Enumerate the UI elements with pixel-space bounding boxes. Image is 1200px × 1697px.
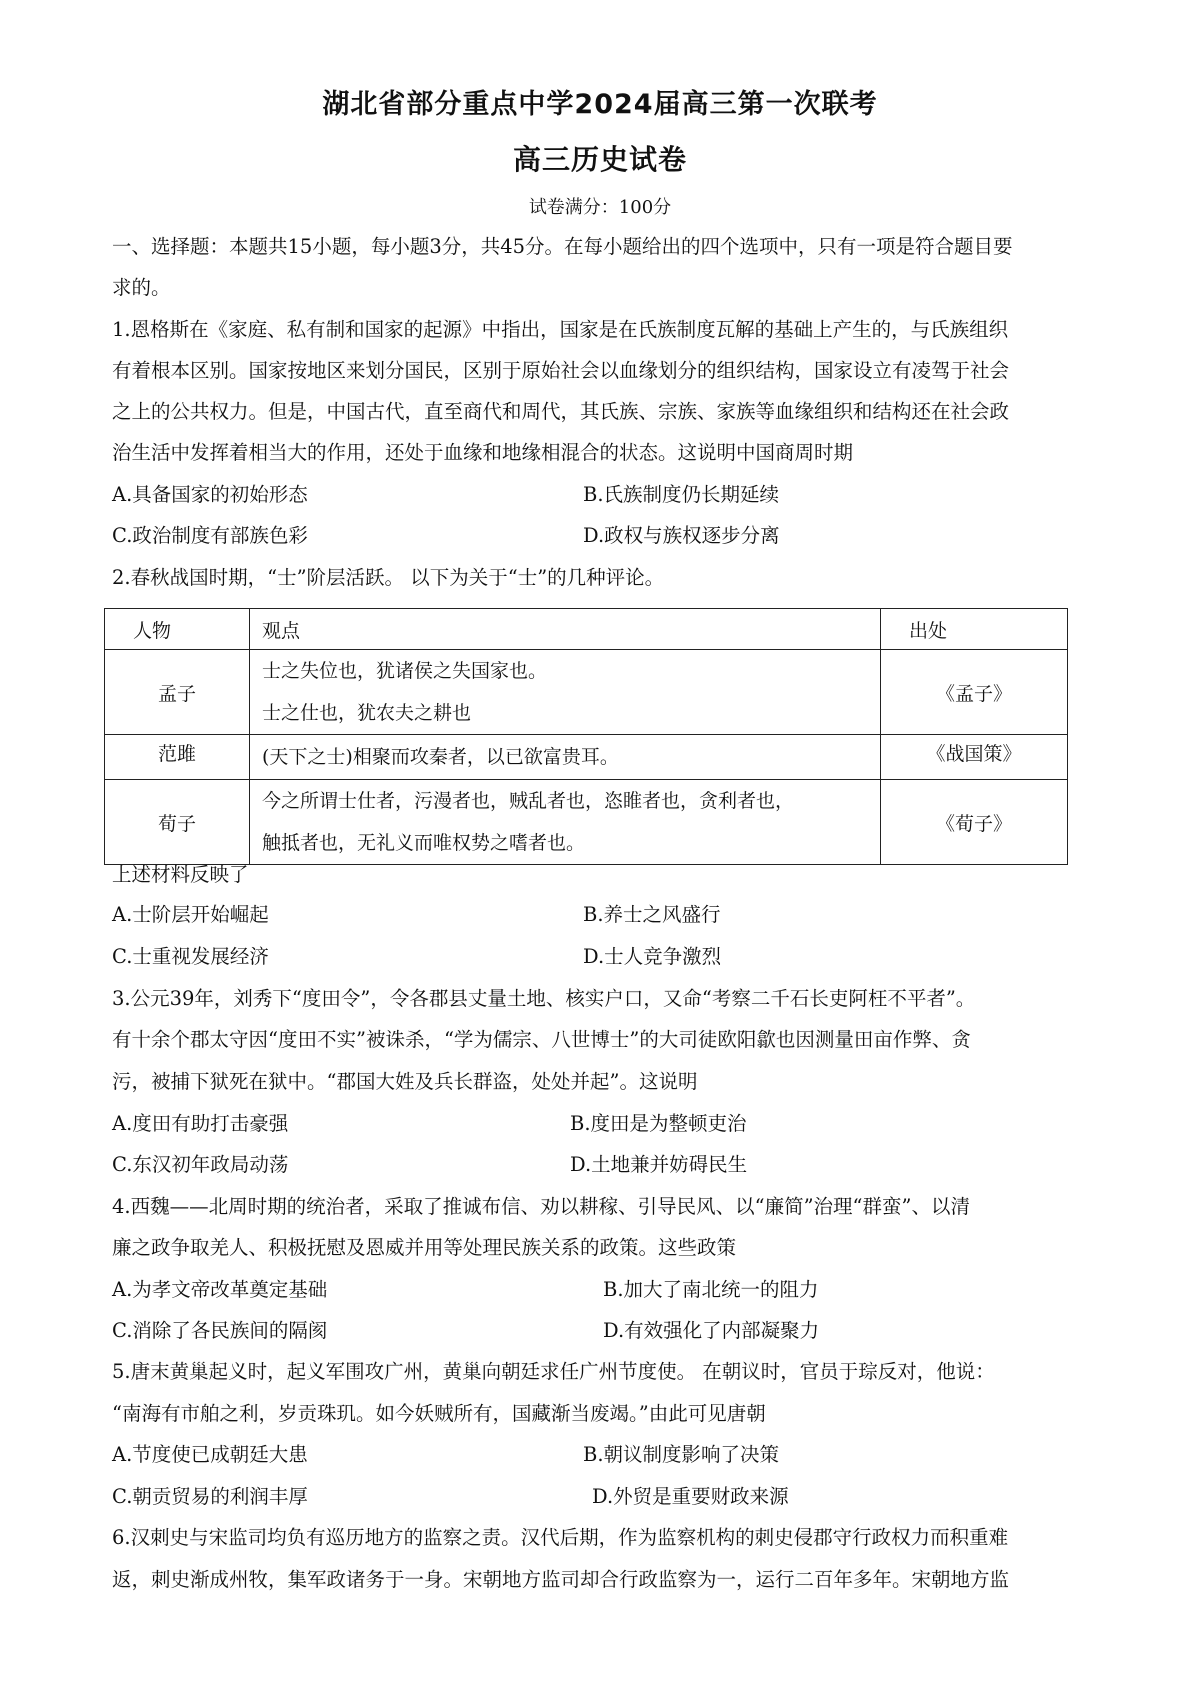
q4-option-d: D.有效强化了内部凝聚力 <box>603 1319 820 1342</box>
q1-stem-line: 1.恩格斯在《家庭、私有制和国家的起源》中指出，国家是在氏族制度瓦解的基础上产生的，与氏族组织 <box>112 318 1009 341</box>
view-line: 士之仕也，犹农夫之耕也 <box>262 702 472 724</box>
q1-option-a: A.具备国家的初始形态 <box>112 483 308 506</box>
q5-option-c: C.朝贡贸易的利润丰厚 <box>112 1485 308 1508</box>
section-instruction-cont: 求的。 <box>112 276 171 299</box>
q3-option-d: D.土地兼并妨碍民生 <box>570 1153 748 1176</box>
q3-option-c: C.东汉初年政局动荡 <box>112 1153 289 1176</box>
view-line: (天下之士)相聚而攻秦者，以已欲富贵耳。 <box>262 746 619 768</box>
q4-stem-line: 4.西魏——北周时期的统治者，采取了推诚布信、劝以耕稼、引导民风、以“廉简”治理“群蛮”、以清 <box>112 1195 970 1218</box>
q2-table <box>104 608 1068 865</box>
view-line: 士之失位也，犹诸侯之失国家也。 <box>262 660 548 682</box>
q6-stem-line: 6.汉刺史与宋监司均负有巡历地方的监察之责。汉代后期，作为监察机构的刺史侵郡守行政权力而积重难 <box>112 1526 1009 1549</box>
q3-option-a: A.度田有助打击豪强 <box>112 1112 289 1135</box>
q2-question: 上述材料反映了 <box>112 863 249 886</box>
q4-option-a: A.为孝文帝改革奠定基础 <box>112 1278 328 1301</box>
q1-stem-line: 之上的公共权力。但是，中国古代，直至商代和周代，其氏族、宗族、家族等血缘组织和结构还在社会政 <box>112 400 1010 423</box>
q4-option-c: C.消除了各民族间的隔阂 <box>112 1319 328 1342</box>
table-cell-person: 荀子 <box>105 780 250 865</box>
table-cell-person: 范雎 <box>105 735 250 780</box>
table-row <box>105 650 1068 735</box>
q1-option-b: B.氏族制度仍长期延续 <box>583 483 780 506</box>
q3-stem-line: 污，被捕下狱死在狱中。“郡国大姓及兵长群盗，处处并起”。这说明 <box>112 1070 698 1093</box>
q3-option-b: B.度田是为整顿吏治 <box>570 1112 747 1135</box>
table-cell-view <box>250 650 881 735</box>
q1-option-c: C.政治制度有部族色彩 <box>112 524 308 547</box>
q4-stem-line: 廉之政争取羌人、积极抚慰及恩威并用等处理民族关系的政策。这些政策 <box>112 1236 737 1259</box>
q1-stem-line: 治生活中发挥着相当大的作用，还处于血缘和地缘相混合的状态。这说明中国商周时期 <box>112 441 854 464</box>
table-cell-source: 《孟子》 <box>881 650 1068 735</box>
q2-stem: 2.春秋战国时期，“士”阶层活跃。 以下为关于“士”的几种评论。 <box>112 566 665 589</box>
table-cell-source: 《战国策》 <box>881 735 1068 780</box>
q2-option-c: C.士重视发展经济 <box>112 945 269 968</box>
table-header-row <box>105 609 1068 650</box>
q3-stem-line: 有十余个郡太守因“度田不实”被诛杀，“学为儒宗、八世博士”的大司徒欧阳歙也因测量田亩作弊、贪 <box>112 1028 971 1051</box>
table-cell-source: 《荀子》 <box>881 780 1068 865</box>
section-instruction: 一、选择题：本题共15小题，每小题3分，共45分。在每小题给出的四个选项中，只有一项是符合题目要 <box>112 235 1013 258</box>
exam-title: 湖北省部分重点中学2024届高三第一次联考 <box>322 89 878 120</box>
q3-stem-line: 3.公元39年，刘秀下“度田令”，令各郡县丈量土地、核实户口，又命“考察二千石长吏阿枉不平者”。 <box>112 987 976 1010</box>
exam-score: 试卷满分：100分 <box>528 197 672 218</box>
q5-stem-line: “南海有市舶之利，岁贡珠玑。如今妖贼所有，国藏渐当废竭。”由此可见唐朝 <box>112 1402 766 1425</box>
table-cell-view <box>250 780 881 865</box>
table-header-view: 观点 <box>250 609 881 650</box>
q5-option-b: B.朝议制度影响了决策 <box>583 1443 780 1466</box>
view-line: 今之所谓士仕者，污漫者也，贼乱者也，恣睢者也，贪利者也， <box>262 790 795 812</box>
table-header-person: 人物 <box>105 609 250 650</box>
q2-option-a: A.士阶层开始崛起 <box>112 903 269 926</box>
q5-stem-line: 5.唐末黄巢起义时，起义军围攻广州，黄巢向朝廷求任广州节度使。 在朝议时，官员于琮反对，他说： <box>112 1360 995 1383</box>
q1-option-d: D.政权与族权逐步分离 <box>583 524 780 547</box>
table-header-source: 出处 <box>881 609 1068 650</box>
exam-subject-title: 高三历史试卷 <box>512 143 687 176</box>
view-line: 触抵者也，无礼义而唯权势之嗜者也。 <box>262 832 586 854</box>
table-cell-view <box>250 735 881 780</box>
q6-stem-line: 返，刺史渐成州牧，集军政诸务于一身。宋朝地方监司却合行政监察为一，运行二百年多年。宋朝地方监 <box>112 1568 1010 1591</box>
table-row <box>105 735 1068 780</box>
q1-stem-line: 有着根本区别。国家按地区来划分国民，区别于原始社会以血缘划分的组织结构，国家设立有凌驾于社会 <box>112 359 1010 382</box>
q5-option-a: A.节度使已成朝廷大患 <box>112 1443 308 1466</box>
q5-option-d: D.外贸是重要财政来源 <box>592 1485 789 1508</box>
q4-option-b: B.加大了南北统一的阻力 <box>603 1278 819 1301</box>
q2-option-b: B.养士之风盛行 <box>583 903 721 926</box>
table-cell-person: 孟子 <box>105 650 250 735</box>
q2-option-d: D.士人竞争激烈 <box>583 945 722 968</box>
table-row <box>105 780 1068 865</box>
